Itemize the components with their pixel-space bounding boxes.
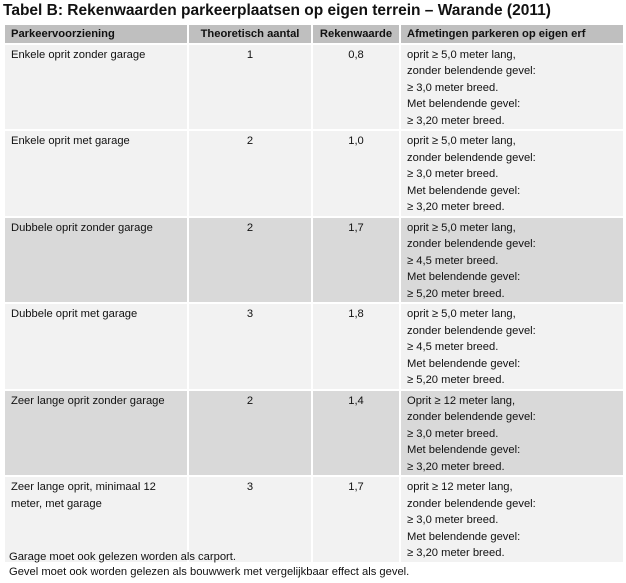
cell-line: oprit ≥ 5,0 meter lang, (407, 48, 516, 61)
cell-parkeervoorziening (5, 218, 187, 303)
cell-rekenwaarde: 1,4 (313, 391, 399, 476)
cell-rekenwaarde: 0,8 (313, 45, 399, 130)
cell-line: Enkele oprit met garage (11, 135, 130, 147)
cell-line: ≥ 4,5 meter breed. (407, 341, 499, 353)
cell-afmetingen (401, 304, 623, 389)
cell-line: Dubbele oprit zonder garage (11, 221, 153, 234)
cell-line: zonder belendende gevel: (407, 324, 536, 337)
cell-line: ≥ 3,0 meter breed. (407, 514, 499, 526)
column-header-rekenwaarde: Rekenwaarde (313, 25, 399, 43)
cell-rekenwaarde: 1,8 (313, 304, 399, 389)
table-row (5, 131, 623, 216)
cell-line: ≥ 3,0 meter breed. (407, 168, 499, 180)
cell-line: ≥ 3,20 meter breed. (407, 201, 505, 213)
cell-line: Met belendende gevel: (407, 271, 521, 283)
cell-parkeervoorziening (5, 45, 187, 130)
cell-line: oprit ≥ 5,0 meter lang, (407, 135, 516, 147)
cell-line: Met belendende gevel: (407, 184, 521, 197)
cell-line: zonder belendende gevel: (407, 238, 536, 250)
cell-line: Enkele oprit zonder garage (11, 48, 146, 61)
cell-afmetingen (401, 391, 623, 476)
cell-line: zonder belendende gevel: (407, 497, 536, 510)
cell-theoretisch-aantal: 2 (189, 218, 311, 303)
cell-line: ≥ 3,20 meter breed. (407, 460, 505, 473)
cell-line: zonder belendende gevel: (407, 65, 536, 77)
cell-line: meter, met garage (11, 497, 102, 510)
cell-afmetingen (401, 477, 623, 562)
cell-theoretisch-aantal: 2 (189, 131, 311, 216)
cell-line: Met belendende gevel: (407, 98, 521, 110)
cell-afmetingen (401, 218, 623, 303)
parking-table (3, 23, 625, 564)
cell-line: oprit ≥ 5,0 meter lang, (407, 308, 516, 320)
cell-line: ≥ 3,20 meter breed. (407, 547, 505, 559)
cell-line: ≥ 3,0 meter breed. (407, 81, 499, 94)
cell-theoretisch-aantal: 3 (189, 304, 311, 389)
cell-line: ≥ 5,20 meter breed. (407, 374, 505, 386)
cell-line: Oprit ≥ 12 meter lang, (407, 394, 516, 407)
cell-line: Zeer lange oprit, minimaal 12 (11, 481, 156, 493)
column-header-aantal: Theoretisch aantal (189, 25, 311, 43)
cell-line: oprit ≥ 12 meter lang, (407, 481, 513, 493)
table-row (5, 218, 623, 303)
cell-afmetingen (401, 131, 623, 216)
table-body (5, 45, 623, 563)
cell-rekenwaarde: 1,7 (313, 477, 399, 562)
table-title: Tabel B: Rekenwaarden parkeerplaatsen op eigen terrein – Warande (2011) (3, 2, 551, 19)
cell-line: ≥ 3,20 meter breed. (407, 114, 505, 127)
table-row (5, 304, 623, 389)
table-row (5, 45, 623, 130)
column-header-voorziening: Parkeervoorziening (5, 25, 187, 43)
cell-parkeervoorziening (5, 391, 187, 476)
column-header-afmetingen: Afmetingen parkeren op eigen erf (401, 25, 623, 43)
cell-line: ≥ 5,20 meter breed. (407, 287, 505, 300)
table-row (5, 391, 623, 476)
cell-afmetingen (401, 45, 623, 130)
cell-line: ≥ 4,5 meter breed. (407, 254, 499, 267)
footnote: Gevel moet ook worden gelezen als bouwwerk met vergelijkbaar effect als gevel. (9, 566, 410, 578)
footnote: Garage moet ook gelezen worden als carport. (9, 551, 236, 563)
cell-theoretisch-aantal: 2 (189, 391, 311, 476)
cell-line: zonder belendende gevel: (407, 151, 536, 164)
cell-line: Met belendende gevel: (407, 530, 521, 543)
cell-line: zonder belendende gevel: (407, 411, 536, 423)
cell-line: Met belendende gevel: (407, 444, 521, 456)
cell-theoretisch-aantal: 1 (189, 45, 311, 130)
cell-rekenwaarde: 1,0 (313, 131, 399, 216)
cell-parkeervoorziening (5, 304, 187, 389)
cell-theoretisch-aantal: 3 (189, 477, 311, 562)
cell-line: ≥ 3,0 meter breed. (407, 427, 499, 440)
cell-parkeervoorziening (5, 131, 187, 216)
cell-line: Dubbele oprit met garage (11, 308, 138, 320)
footnotes (9, 550, 409, 580)
cell-line: oprit ≥ 5,0 meter lang, (407, 221, 516, 234)
cell-line: Met belendende gevel: (407, 357, 521, 370)
table-header-row (5, 25, 623, 43)
cell-rekenwaarde: 1,7 (313, 218, 399, 303)
cell-line: Zeer lange oprit zonder garage (11, 394, 165, 407)
